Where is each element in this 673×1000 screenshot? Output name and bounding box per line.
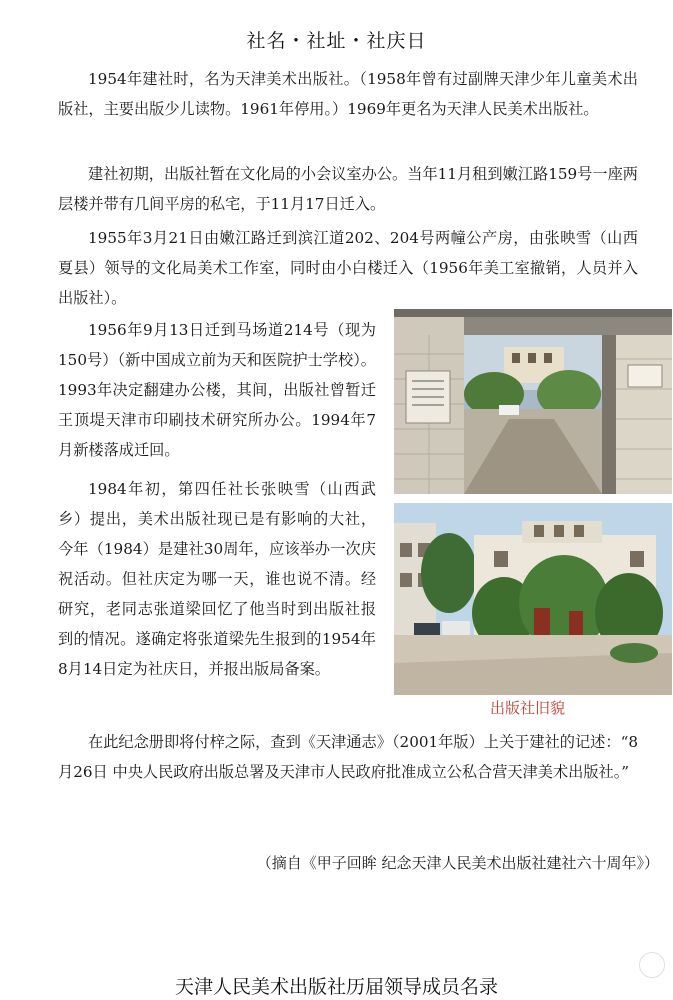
next-section-title: 天津人民美术出版社历届领导成员名录 xyxy=(174,976,498,998)
old-building-gate-photo xyxy=(394,309,672,494)
paragraph-tianjin-gazetteer: 在此纪念册即将付梓之际，查到《天津通志》（2001年版）上关于建社的记述：“8月26日 中央人民政府出版总署及天津市人民政府批准成立公私合营天津美术出版社。” xyxy=(58,733,638,781)
paragraph-binjiang-move: 1955年3月21日由嫩江路迁到滨江道202、204号两幢公产房，由张映雪（山西夏县）领导的文化局美术工作室，同时由小白楼迁入（1956年美工室撤销，人员并入出版社）。 xyxy=(58,229,638,307)
paragraph-anniversary-date: 1984年初，第四任社长张映雪（山西武乡）提出，美术出版社现已是有影响的大社，今年（1984）是建社30周年，应该举办一次庆祝活动。但社庆定为哪一天，谁也说不清。经研究，老同志张道梁回忆了他当时到出版社报到的情况。遂确定将张道梁先生报到的1954年8月14日定为社庆日，并报出版局备案。 xyxy=(58,480,376,678)
paragraph-founding-name: 1954年建社时，名为天津美术出版社。（1958年曾有过副牌天津少年儿童美术出版社，主要出版少儿读物。1961年停用。）1969年更名为天津人民美术出版社。 xyxy=(58,70,638,118)
photo-caption: 出版社旧貌 xyxy=(490,699,566,717)
old-building-vines-photo xyxy=(394,503,672,695)
paragraph-early-office: 建社初期，出版社暂在文化局的小会议室办公。当年11月租到嫩江路159号一座两层楼并带有几间平房的私宅，于11月17日迁入。 xyxy=(58,165,638,213)
watermark-stamp-icon xyxy=(639,952,665,978)
paragraph-machang-road: 1956年9月13日迁到马场道214号（现为150号）（新中国成立前为天和医院护士学校）。1993年决定翻建办公楼，其间，出版社曾暂迁王顶堤天津市印刷技术研究所办公。1994年7月新楼落成迁回。 xyxy=(58,321,376,459)
page-title: 社名・社址・社庆日 xyxy=(246,30,427,52)
source-citation: （摘自《甲子回眸 纪念天津人民美术出版社建社六十周年》） xyxy=(256,854,659,872)
